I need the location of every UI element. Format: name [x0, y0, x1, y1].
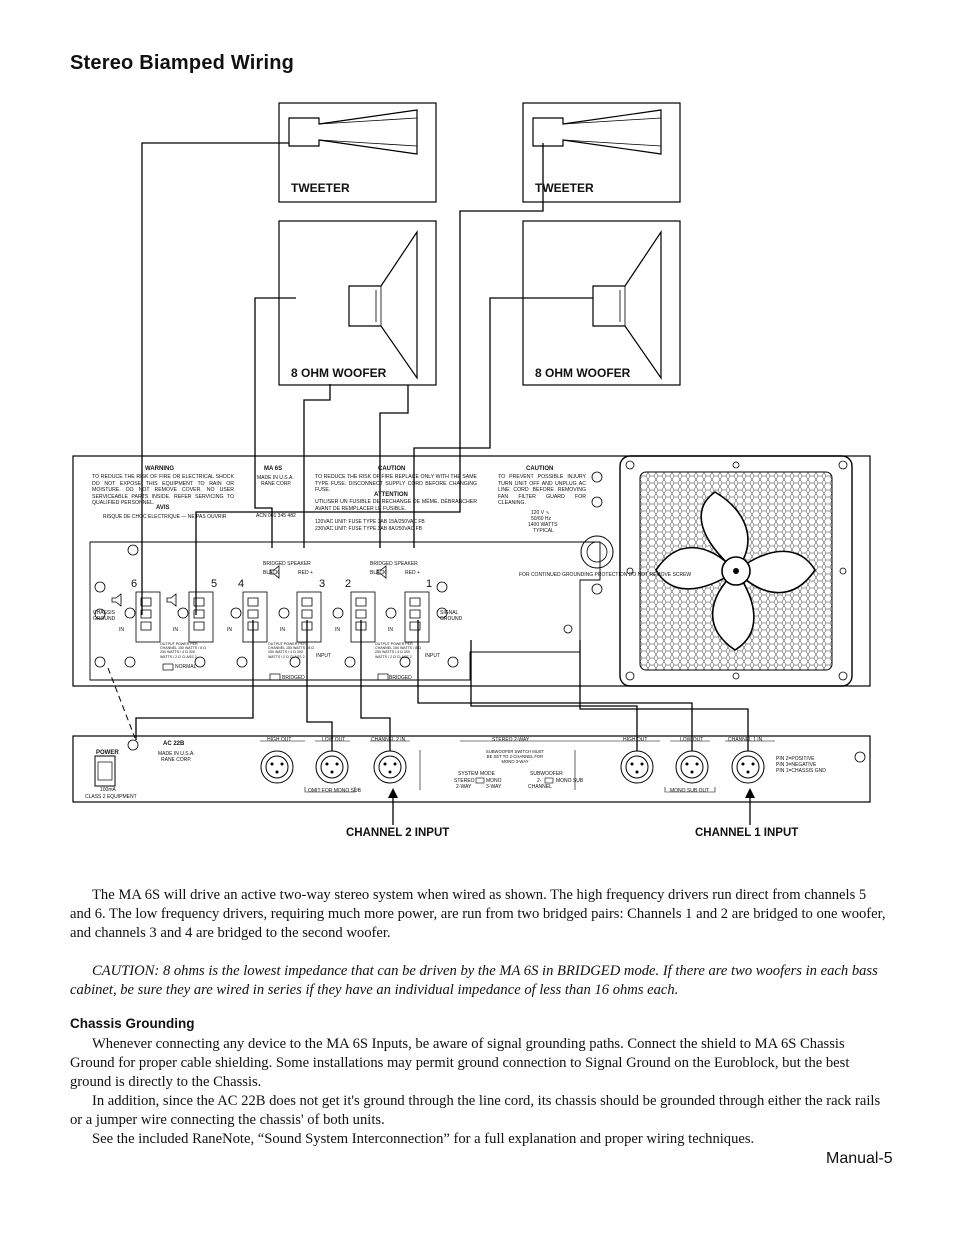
power-rating-2: 1400 WATTS	[528, 522, 558, 528]
caution2-text: TO PREVENT POSSIBLE INJURY TURN UNIT OFF AND UNPLUG AC LINE CORD BEFORE REMOVING FAN FILTER GUARD FOR CLEANING.	[498, 474, 586, 506]
bridged-label-a: BRIDGED	[282, 675, 305, 681]
avis-title: AVIS	[156, 505, 170, 511]
ch1-in: CHANNEL 1 IN	[728, 737, 763, 743]
power-label: POWER	[96, 750, 119, 756]
in-label-5: IN	[173, 627, 178, 633]
channel-3-number: 3	[319, 578, 326, 590]
normal-label: NORMAL	[175, 664, 197, 670]
caution1-text: TO REDUCE THE RISK OF FIRE REPLACE ONLY WITH THE SAME TYPE FUSE. DISCONNECT SUPPLY CORD BEFORE CHANGING FUSE.	[315, 474, 477, 493]
ac22b-made-in: MADE IN U.S.A.	[158, 751, 195, 757]
channel-5-number: 5	[211, 578, 218, 590]
body-paragraph-2: Whenever connecting any device to the MA 6S Inputs, be aware of signal grounding paths. Connect the shield to MA 6S Chassis Ground for proper cable shielding. Some installations may permit ground connection to Signal Ground on the Euroblock, but the best ground is directly to the Chassis.	[70, 1036, 850, 1090]
in-label-4: IN	[227, 627, 232, 633]
bridged-speaker-label-b: BRIDGED SPEAKER	[370, 561, 418, 567]
black-label-a: BLACK	[263, 570, 280, 576]
ch2-low-out: LOW OUT	[322, 737, 346, 743]
channel2-input-label: CHANNEL 2 INPUT	[346, 827, 450, 839]
system-mode: SYSTEM MODE	[458, 771, 495, 777]
power-rating: 100mA	[100, 787, 116, 793]
pin-info-0: PIN 2=POSITIVE	[776, 756, 815, 762]
tweeter-right-horn	[533, 110, 661, 154]
in-label-2: IN	[335, 627, 340, 633]
red-label-a: RED +	[298, 570, 313, 576]
made-in: MADE IN U.S.A.	[257, 475, 294, 481]
bridged-speaker-label-a: BRIDGED SPEAKER	[263, 561, 311, 567]
tweeter-left-horn	[289, 110, 417, 154]
woofer-right-label: 8 OHM WOOFER	[535, 366, 631, 380]
woofer-right-box	[523, 221, 680, 385]
input-label-b: INPUT	[425, 653, 440, 659]
attention-title: ATTENTION	[374, 492, 408, 498]
in-label-6: IN	[119, 627, 124, 633]
body-paragraph-4: See the included RaneNote, “Sound System Interconnection” for a full explanation and proper wiring techniques.	[92, 1131, 755, 1147]
signal-ground-label: SIGNAL GROUND	[440, 610, 463, 622]
channel-4-number: 4	[238, 578, 245, 590]
ac22b-model: AC 22B	[163, 741, 185, 747]
sm-3way: 3-WAY	[486, 784, 502, 790]
output-power-6: OUTPUT POWER PER CHANNEL 150 WATTS / 8 Ω 250 WATTS / 4 Ω 300 WATTS / 2 Ω CLASS 2	[160, 642, 206, 659]
warning-text: TO REDUCE THE RISK OF FIRE OR ELECTRICAL SHOCK DO NOT EXPOSE THIS EQUIPMENT TO RAIN OR MOISTURE. DO NOT REMOVE COVER. NO USER SERVICEABLE PARTS INSIDE. REFER SERVICING TO QUALIFIED PERSONNEL.	[92, 474, 234, 506]
output-power-2: OUTPUT POWER PER CHANNEL 150 WATTS / 8 Ω 250 WATTS / 4 Ω 300 WATTS / 2 Ω CLASS 2	[375, 642, 421, 659]
woofer-left-box	[279, 221, 436, 385]
pin-info-1: PIN 3=NEGATIVE	[776, 762, 817, 768]
stereo-2way: STEREO 2-WAY	[492, 737, 530, 743]
red-label-b: RED +	[405, 570, 420, 576]
power-rating-0: 120 V ∿	[531, 510, 550, 516]
bridged-label-b: BRIDGED	[389, 675, 412, 681]
terminal-subpanel	[90, 542, 600, 680]
chassis-ground-label: CHASSIS GROUND	[93, 610, 116, 622]
sub-mono: MONO SUB	[556, 778, 584, 784]
ac22b-company: RANE CORP.	[161, 757, 192, 763]
company: RANE CORP.	[261, 481, 292, 487]
attention-text: UTILISER UN FUSIBLE DE RECHANGE DE MÊME. DÉBRANCHER AVANT DE REMPLACER LE FUSIBLE.	[315, 499, 477, 512]
section-heading: Chassis Grounding	[70, 1016, 195, 1031]
model-label: MA 6S	[264, 466, 283, 472]
ch2-in: CHANNEL 2 IN	[371, 737, 406, 743]
avis-text: RISQUE DE CHOC ELECTRIQUE — NE PAS OUVRIR	[103, 514, 227, 520]
output-power-4: OUTPUT POWER PER CHANNEL 150 WATTS / 8 Ω 250 WATTS / 4 Ω 300 WATTS / 2 Ω CLASS 2	[268, 642, 314, 659]
channel-2-number: 2	[345, 578, 352, 590]
channel1-input-label: CHANNEL 1 INPUT	[695, 827, 799, 839]
fuse-120: 120VAC UNIT: FUSE TYPE 3AB 15A/250VAC FB	[315, 519, 425, 525]
class2-label: CLASS 2 EQUIPMENT	[85, 794, 137, 800]
ch2-high-out: HIGH OUT	[267, 737, 292, 743]
fuse-230: 230VAC UNIT: FUSE TYPE 3AB 8A/250VAC FB	[315, 526, 422, 532]
body-paragraph-1: The MA 6S will drive an active two-way stereo system when wired as shown. The high frequency drivers run direct from channels 5 and 6. The low frequency drivers, requiring much more power, are run from two bridged pairs: Channels 1 and 2 are bridged to one woofer, and channels 3 and 4 are bridged to the second woofer.	[70, 887, 886, 941]
page-title: Stereo Biamped Wiring	[70, 52, 295, 74]
sm-stereo: STEREO	[454, 778, 475, 784]
sm-mono: MONO	[486, 778, 502, 784]
tweeter-left-label: TWEETER	[291, 181, 350, 195]
page-footer: Manual-5	[826, 1150, 893, 1167]
pin-info-2: PIN 1=CHASSIS GND	[776, 768, 826, 774]
mono-sub-out: MONO SUB OUT	[670, 788, 710, 794]
caution1-title: CAUTION	[378, 466, 406, 472]
channel-1-number: 1	[426, 578, 433, 590]
body-paragraph-3: In addition, since the AC 22B does not get it's ground through the line cord, its chassis should be grounded through either the rack rails or a jumper wire connecting the chassis' of both units.	[70, 1093, 881, 1128]
sm-2way: 2-WAY	[456, 784, 472, 790]
woofer-right-cone	[593, 232, 661, 378]
warning-title: WARNING	[145, 466, 174, 472]
acn: ACN 001 345 482	[256, 513, 296, 519]
black-label-b: BLACK	[370, 570, 387, 576]
woofer-left-label: 8 OHM WOOFER	[291, 366, 387, 380]
in-label-1: IN	[388, 627, 393, 633]
caution-paragraph: CAUTION: 8 ohms is the lowest impedance that can be driven by the MA 6S in BRIDGED mode. If there are two woofers in each bass cabinet, be sure they are wired in series if they have an individual impedance of less than 16 ohms each.	[70, 963, 878, 998]
ch1-low-out: LOW OUT	[680, 737, 704, 743]
grounding-note: FOR CONTINUED GROUNDING PROTECTION DO NOT REMOVE SCREW	[519, 572, 692, 578]
power-rating-1: 50/60 Hz	[531, 516, 552, 522]
woofer-left-cone	[349, 232, 417, 378]
channel-6-number: 6	[131, 578, 138, 590]
in-label-3: IN	[280, 627, 285, 633]
caution2-title: CAUTION	[526, 466, 554, 472]
subwoofer-label: SUBWOOFER	[530, 771, 563, 777]
tweeter-right-label: TWEETER	[535, 181, 594, 195]
input-label-a: INPUT	[316, 653, 331, 659]
omit-mono-sub: OMIT FOR MONO SUB	[308, 788, 361, 794]
fuse-holder	[581, 536, 613, 568]
power-rating-3: TYPICAL	[533, 528, 554, 534]
ch1-high-out: HIGH OUT	[623, 737, 648, 743]
subwoofer-note: SUBWOOFER SWITCH MUST BE SET TO 2-CHANNEL FOR MONO 3-WAY	[485, 749, 545, 764]
sub-channel: CHANNEL	[528, 784, 552, 790]
sub-2: 2-	[537, 778, 542, 784]
